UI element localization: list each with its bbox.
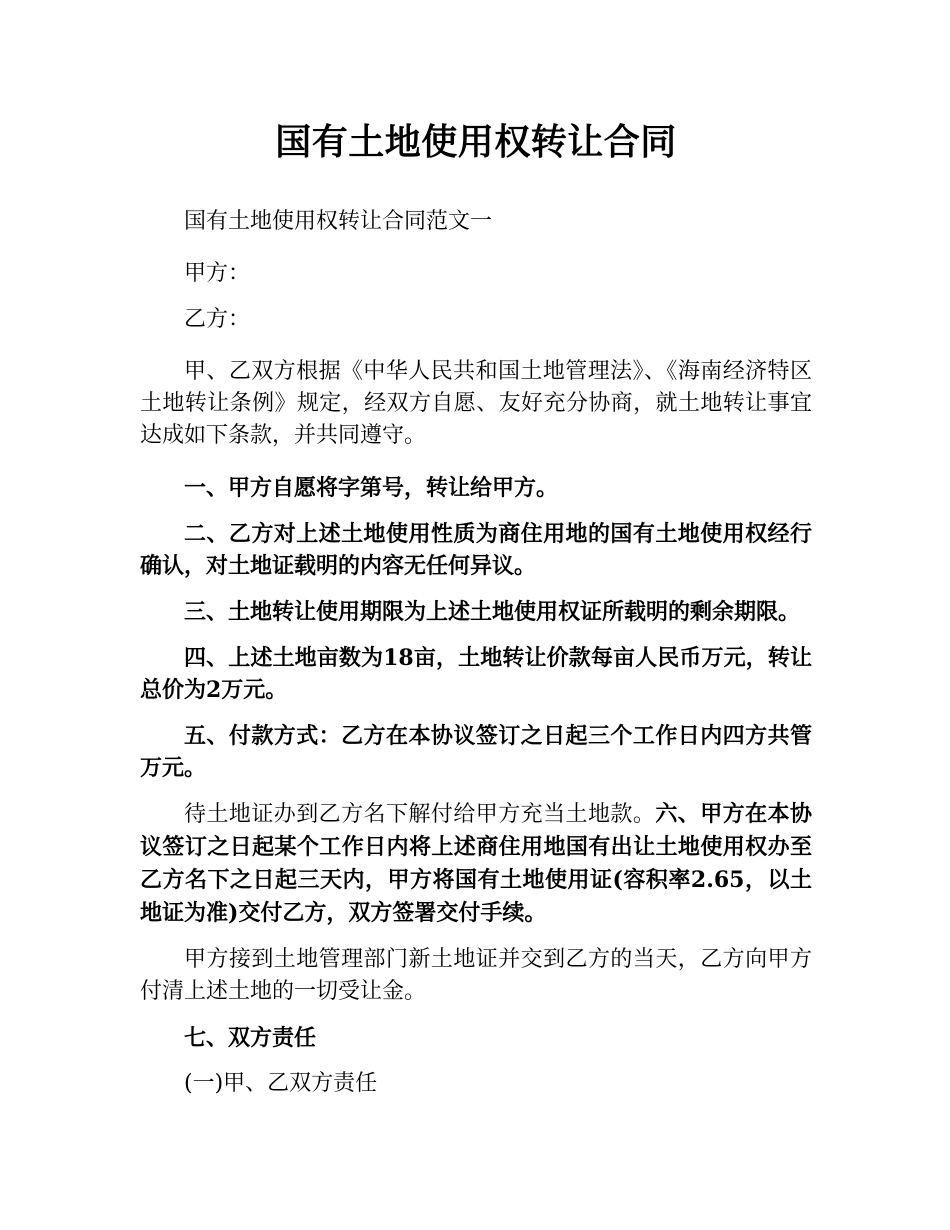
clause-6-text: 六、甲方在本协议签订之日起某个工作日内将上述商住用地国有出让土地使用权办至乙方名下之日起三天内，甲方将国有土地使用证(容积率2.65，以土地证为准)交付乙方，双方签署交付手续。 (140, 801, 812, 926)
clause-3: 三、土地转让使用期限为上述土地使用权证所载明的剩余期限。 (184, 599, 801, 625)
paragraph-preamble: 甲、乙双方根据《中华人民共和国土地管理法》、《海南经济特区土地转让条例》规定，经双方自愿、友好充分协商，就土地转让事宜达成如下条款，并共同遵守。 (140, 359, 812, 448)
clause-4: 四、上述土地亩数为18亩，土地转让价款每亩人民币万元，转让总价为2万元。 (140, 645, 812, 703)
document-title: 国有土地使用权转让合同 (275, 121, 677, 163)
clause-7-heading: 七、双方责任 (184, 1025, 317, 1051)
payment-release-text: 待土地证办到乙方名下解付给甲方充当土地款。 (184, 802, 656, 827)
clause-1: 一、甲方自愿将字第号，转让给甲方。 (184, 475, 559, 501)
paragraph-party-a: 甲方： (184, 261, 251, 286)
clause-6-paragraph (140, 798, 812, 930)
paragraph-subtitle: 国有土地使用权转让合同范文一 (184, 209, 493, 234)
paragraph-payment-completion: 甲方接到土地管理部门新土地证并交到乙方的当天，乙方向甲方付清上述土地的一切受让金。 (140, 947, 812, 1004)
clause-7-subheading: (一)甲、乙双方责任 (184, 1071, 378, 1096)
clause-2: 二、乙方对上述土地使用性质为商住用地的国有土地使用权经行确认，对土地证载明的内容无任何异议。 (140, 521, 812, 579)
paragraph-party-b: 乙方： (184, 307, 251, 332)
clause-5: 五、付款方式：乙方在本协议签订之日起三个工作日内四方共管万元。 (140, 723, 812, 781)
